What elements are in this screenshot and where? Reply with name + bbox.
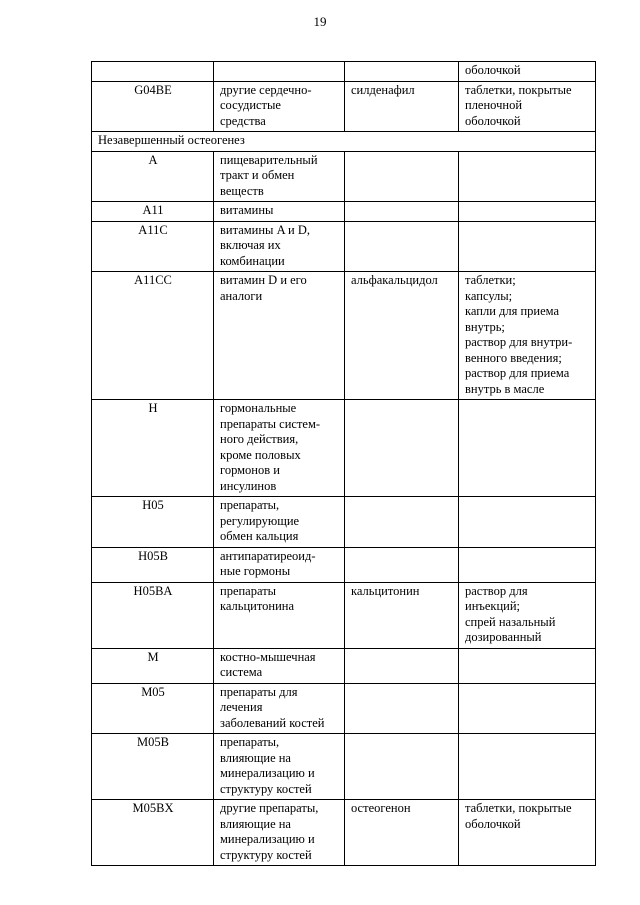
drug-name-cell	[345, 648, 459, 683]
drug-name-cell	[345, 547, 459, 582]
page-number: 19	[313, 14, 327, 29]
drug-name-cell	[345, 202, 459, 222]
atc-name-cell: другие сердечно- сосудистые средства	[214, 81, 345, 132]
dosage-form-cell: оболочкой	[459, 62, 596, 82]
dosage-form-cell	[459, 734, 596, 800]
atc-name-cell	[214, 62, 345, 82]
atc-name-cell: препараты, регулирующие обмен кальция	[214, 497, 345, 548]
section-title: Незавершенный остеогенез	[92, 132, 596, 152]
drug-name-cell: силденафил	[345, 81, 459, 132]
atc-code-cell: H05B	[92, 547, 214, 582]
medication-table	[91, 61, 596, 866]
atc-name-cell: препараты кальцитонина	[214, 582, 345, 648]
atc-name-cell: гормональные препараты систем- ного действия, кроме половых гормонов и инсулинов	[214, 400, 345, 497]
drug-name-cell: альфакальцидол	[345, 272, 459, 400]
drug-name-cell	[345, 497, 459, 548]
dosage-form-cell	[459, 400, 596, 497]
atc-name-cell: препараты для лечения заболеваний костей	[214, 683, 345, 734]
table-row	[92, 648, 596, 683]
atc-name-cell: витамины	[214, 202, 345, 222]
atc-name-cell: костно-мышечная система	[214, 648, 345, 683]
drug-name-cell	[345, 62, 459, 82]
dosage-form-cell	[459, 497, 596, 548]
atc-name-cell: пищеварительный тракт и обмен веществ	[214, 151, 345, 202]
dosage-form-cell: таблетки; капсулы; капли для приема внутрь; раствор для внутри- венного введения; раствор для приема внутрь в масле	[459, 272, 596, 400]
table-row	[92, 151, 596, 202]
atc-name-cell: антипаратиреоид- ные гормоны	[214, 547, 345, 582]
drug-name-cell: кальцитонин	[345, 582, 459, 648]
table-row	[92, 62, 596, 82]
atc-code-cell: A11C	[92, 221, 214, 272]
atc-code-cell: H05	[92, 497, 214, 548]
drug-name-cell: остеогенон	[345, 800, 459, 866]
drug-name-cell	[345, 683, 459, 734]
atc-code-cell: M05BX	[92, 800, 214, 866]
atc-name-cell: другие препараты, влияющие на минерализацию и структуру костей	[214, 800, 345, 866]
table-row	[92, 202, 596, 222]
atc-code-cell: H	[92, 400, 214, 497]
table-row	[92, 400, 596, 497]
atc-name-cell: препараты, влияющие на минерализацию и структуру костей	[214, 734, 345, 800]
drug-name-cell	[345, 734, 459, 800]
drug-name-cell	[345, 400, 459, 497]
section-row	[92, 132, 596, 152]
dosage-form-cell	[459, 202, 596, 222]
table-row	[92, 734, 596, 800]
table-row	[92, 800, 596, 866]
dosage-form-cell	[459, 151, 596, 202]
atc-name-cell: витамины A и D, включая их комбинации	[214, 221, 345, 272]
table-row	[92, 582, 596, 648]
atc-code-cell: A11CC	[92, 272, 214, 400]
atc-name-cell: витамин D и его аналоги	[214, 272, 345, 400]
table-row	[92, 272, 596, 400]
atc-code-cell: H05BA	[92, 582, 214, 648]
atc-code-cell: A11	[92, 202, 214, 222]
dosage-form-cell: таблетки, покрытые оболочкой	[459, 800, 596, 866]
table-row	[92, 81, 596, 132]
atc-code-cell: G04BE	[92, 81, 214, 132]
table-row	[92, 547, 596, 582]
drug-name-cell	[345, 221, 459, 272]
drug-name-cell	[345, 151, 459, 202]
atc-code-cell: A	[92, 151, 214, 202]
atc-code-cell: M	[92, 648, 214, 683]
table-row	[92, 683, 596, 734]
table-row	[92, 221, 596, 272]
dosage-form-cell	[459, 683, 596, 734]
dosage-form-cell: таблетки, покрытые пленочной оболочкой	[459, 81, 596, 132]
dosage-form-cell	[459, 221, 596, 272]
dosage-form-cell: раствор для инъекций; спрей назальный дозированный	[459, 582, 596, 648]
atc-code-cell: M05B	[92, 734, 214, 800]
table-body	[92, 62, 596, 866]
table-row	[92, 497, 596, 548]
atc-code-cell	[92, 62, 214, 82]
dosage-form-cell	[459, 648, 596, 683]
atc-code-cell: M05	[92, 683, 214, 734]
dosage-form-cell	[459, 547, 596, 582]
